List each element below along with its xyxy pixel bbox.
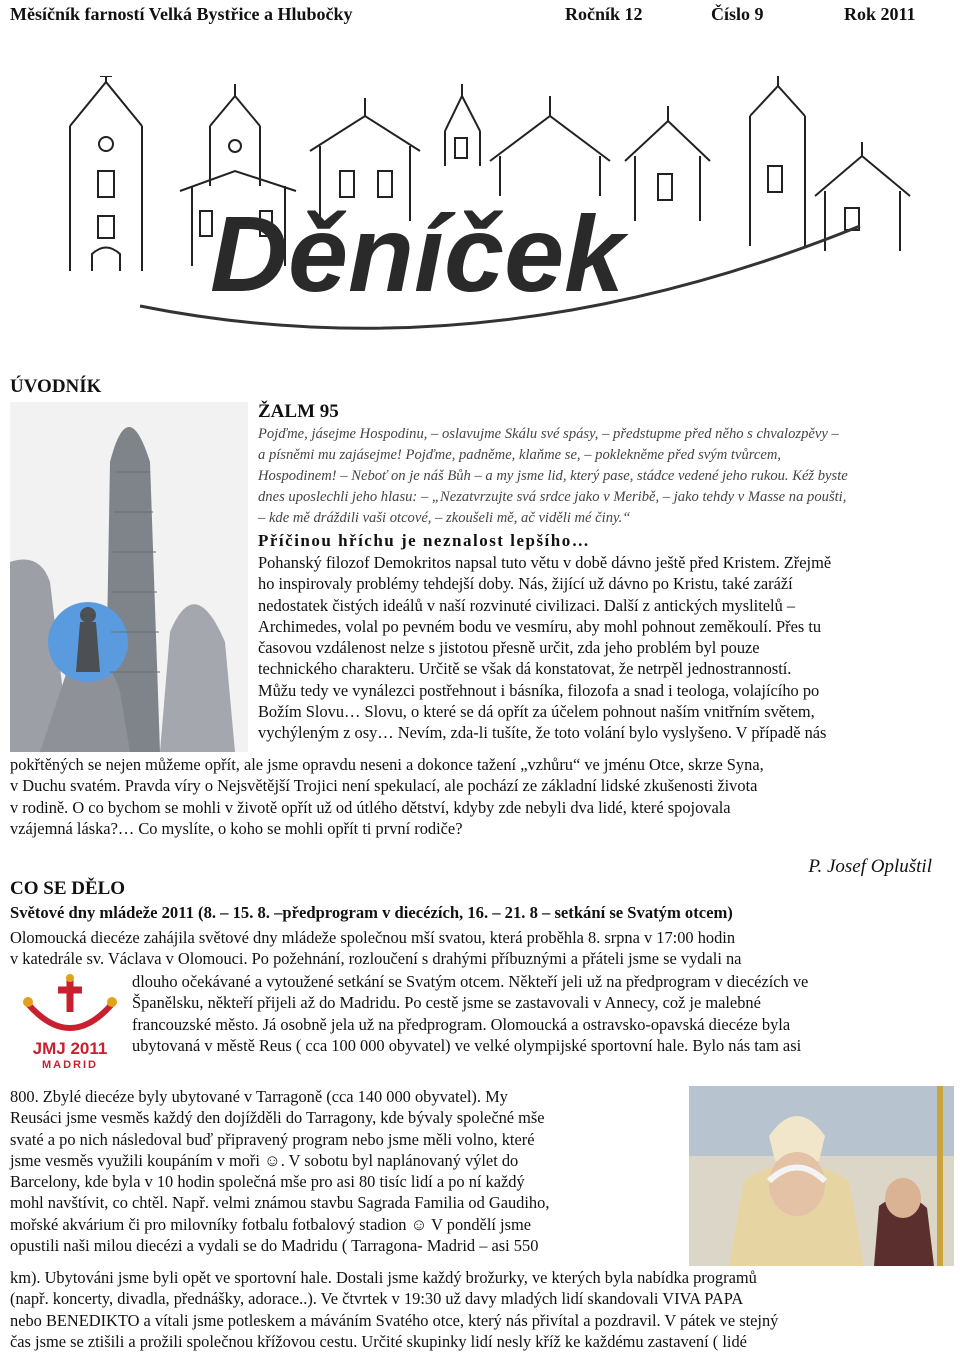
body-line: Reusáci jsme vesměs každý den dojížděli do Tarragony, kde bývaly společné mše bbox=[10, 1108, 545, 1128]
wyd-text-full bbox=[10, 927, 954, 970]
body-line: v rodině. O co bychom se mohli v životě opřít už od útlého dětství, kdyby zde nebyli dva lidé, které spojovala bbox=[10, 797, 731, 817]
body-line: Španělsku, někteří přijeli až do Madridu. Po cestě jsme se zastavovali v Annecy, což je malebné bbox=[132, 993, 761, 1013]
body-line: jsme vesměs využili koupáním v moři ☺. V sobotu byl naplánovaný výlet do bbox=[10, 1150, 519, 1170]
wyd-subtitle: Světové dny mládeže 2011 (8. – 15. 8. –předprogram v diecézích, 16. – 21. 8 – setkání se Svatým otcem) bbox=[10, 903, 733, 922]
body-line: v Duchu svatém. Pravda víry o Nejsvětější Trojici není spekulací, ale pochází ze základní lidské zkušenosti života bbox=[10, 776, 758, 796]
body-line: svaté a po nich následoval buď připravený program nebo jsme měli volno, které bbox=[10, 1129, 535, 1149]
issue-label: Číslo 9 bbox=[711, 4, 764, 24]
body-line: vychýleným z osy… Nevím, zda-li tušíte, že toto volání bylo vyslyšeno. V případě nás bbox=[258, 723, 827, 743]
section-title-co-se-delo: CO SE DĚLO bbox=[10, 878, 126, 899]
section-title-uvodnik: ÚVODNÍK bbox=[10, 376, 102, 397]
uvodnik-subheading: Příčinou hříchu je neznalost lepšího… bbox=[258, 531, 591, 550]
body-line: ubytovaná v městě Reus ( cca 100 000 obyvatel) ve velké olympijské sportovní hale. Bylo nás tam asi bbox=[132, 1035, 802, 1055]
body-line: v katedrále sv. Václava v Olomouci. Po požehnání, rozloučení s drahými příbuznými a přáteli jsme se vydali na bbox=[10, 949, 742, 969]
body-line: opustili naši milou diecézi a vydali se do Madridu ( Tarragona- Madrid – asi 550 bbox=[10, 1236, 539, 1256]
publisher-title: Měsíčník farností Velká Bystřice a Hlubočky bbox=[10, 4, 353, 24]
body-line: Barcelony, kde byla v 10 hodin společná mše pro asi 80 tisíc lidí a po ní každý bbox=[10, 1172, 525, 1192]
body-line: nebo BENEDIKTO a vítali jsme potleskem a máváním Svatého otce, který nás přivítal a pozdravil. V pátek ve stejný bbox=[10, 1310, 779, 1330]
wyd-text-bottom bbox=[10, 1267, 954, 1352]
body-line: Pohanský filozof Demokritos napsal tuto větu v době dávno ještě před Kristem. Zřejmě bbox=[258, 553, 832, 572]
body-line: francouzské město. Já osobně jela už na předprogram. Olomoucká a ostravsko-opavská diecéze byla bbox=[132, 1014, 791, 1034]
body-line: km). Ubytováni jsme byli opět ve sportovní hale. Dostali jsme každý brožurky, ve kterých byla nabídka programů bbox=[10, 1268, 757, 1287]
psalm-line: – kde mě dráždili vaši otcové, – zkoušeli mě, ač viděli mé činy.“ bbox=[258, 510, 631, 526]
wyd-text-beside-photo bbox=[10, 1086, 670, 1256]
psalm-text bbox=[258, 424, 954, 529]
uvodnik-body-wide bbox=[10, 754, 954, 839]
year-label: Rok 2011 bbox=[844, 4, 916, 24]
body-line: Olomoucká diecéze zahájila světové dny mládeže společnou mší svatou, která proběhla 8. srpna v 17:00 hodin bbox=[10, 928, 736, 947]
jmj-2011-logo bbox=[20, 974, 120, 1072]
body-line: časovou vzdálenost nelze s jistotou přesně určit, zda jeho problém byl pouze bbox=[258, 638, 760, 658]
body-line: Můžu tedy ve vynálezci postřehnout i básníka, filozofa a snad i teologa, volajícího po bbox=[258, 680, 820, 700]
body-line: mořské akvárium či pro milovníky fotbalu fotbalový stadion ☺ V pondělí jsme bbox=[10, 1214, 531, 1234]
psalm-line: dnes uposlechli jeho hlasu: – „Nezatvrzujte svá srdce jako v Meribě, – jako tehdy v Masse na poušti, bbox=[258, 489, 847, 505]
body-line: vzájemná láska?… Co myslíte, o koho se mohli opřít ti první rodiče? bbox=[10, 818, 463, 838]
body-line: 800. Zbylé diecéze byly ubytované v Tarragoně (cca 140 000 obyvatel). My bbox=[10, 1087, 508, 1106]
pope-benedict-photo bbox=[689, 1086, 954, 1266]
psalm-line: Pojďme, jásejme Hospodinu, – oslavujme Skálu své spásy, – předstupme před něho s chvalozpěvy – bbox=[258, 426, 839, 442]
body-line: pokřtěných se nejen můžeme opřít, ale jsme opravdu neseni a dokonce tažení „vzhůru“ ve jménu Otce, skrze Syna, bbox=[10, 755, 764, 774]
masthead-title: Děníček bbox=[210, 193, 625, 314]
body-line: nedostatek čistých ideálů v naší rozvinuté civilizaci. Další z antických myslitelů – bbox=[258, 595, 796, 615]
signature: P. Josef Opluštil bbox=[808, 856, 932, 877]
psalm-line: Hospodinem! – Neboť on je náš Bůh – a my jsme lid, který pase, stádce vedené jeho rukou. Kéž byste bbox=[258, 468, 848, 484]
body-line: technického charakteru. Určitě se však dá konstatovat, že netrpěl jednostranností. bbox=[258, 659, 792, 679]
masthead-illustration bbox=[60, 76, 920, 376]
volume-label: Ročník 12 bbox=[565, 4, 643, 24]
body-line: (např. koncerty, divadla, přednášky, adorace..). Ve čtvrtek v 19:30 už davy mladých lidí skandovali VIVA PAPA bbox=[10, 1289, 744, 1309]
logo-text-madrid: MADRID bbox=[42, 1059, 98, 1071]
sagrada-familia-photo bbox=[10, 402, 248, 752]
body-line: ho inspirovaly problémy tehdejší doby. Nás, žijící už dávno po Kristu, také zaráží bbox=[258, 574, 793, 594]
body-line: mohl navštívit, co chtěl. Např. velmi známou stavbu Sagrada Familia od Gaudiho, bbox=[10, 1193, 550, 1213]
wyd-text-beside-logo bbox=[132, 971, 954, 1056]
body-line: Božím Slovu… Slovu, o které se dá opřít za účelem pohnout naším vnitřním světem, bbox=[258, 702, 815, 722]
body-line: Archimedes, volal po pevném bodu ve vesmíru, aby mohl pohnout zeměkoulí. Přes tu bbox=[258, 616, 822, 636]
body-line: čas jsme se ztišili a prožili společnou křížovou cestu. Určité skupinky lidí nesly kříž ke každému zastavení ( lidé bbox=[10, 1331, 747, 1351]
body-line: dlouho očekávané a vytoužené setkání se Svatým otcem. Někteří jeli už na předprogram v diecézích ve bbox=[132, 972, 809, 991]
uvodnik-body-narrow bbox=[258, 552, 954, 744]
psalm-line: a písněmi mu zajásejme! Pojďme, padněme, klaňme se, – poklekněme před svým tvůrcem, bbox=[258, 447, 782, 463]
psalm-title: ŽALM 95 bbox=[258, 401, 339, 422]
logo-text-jmj: JMJ 2011 bbox=[32, 1039, 108, 1058]
